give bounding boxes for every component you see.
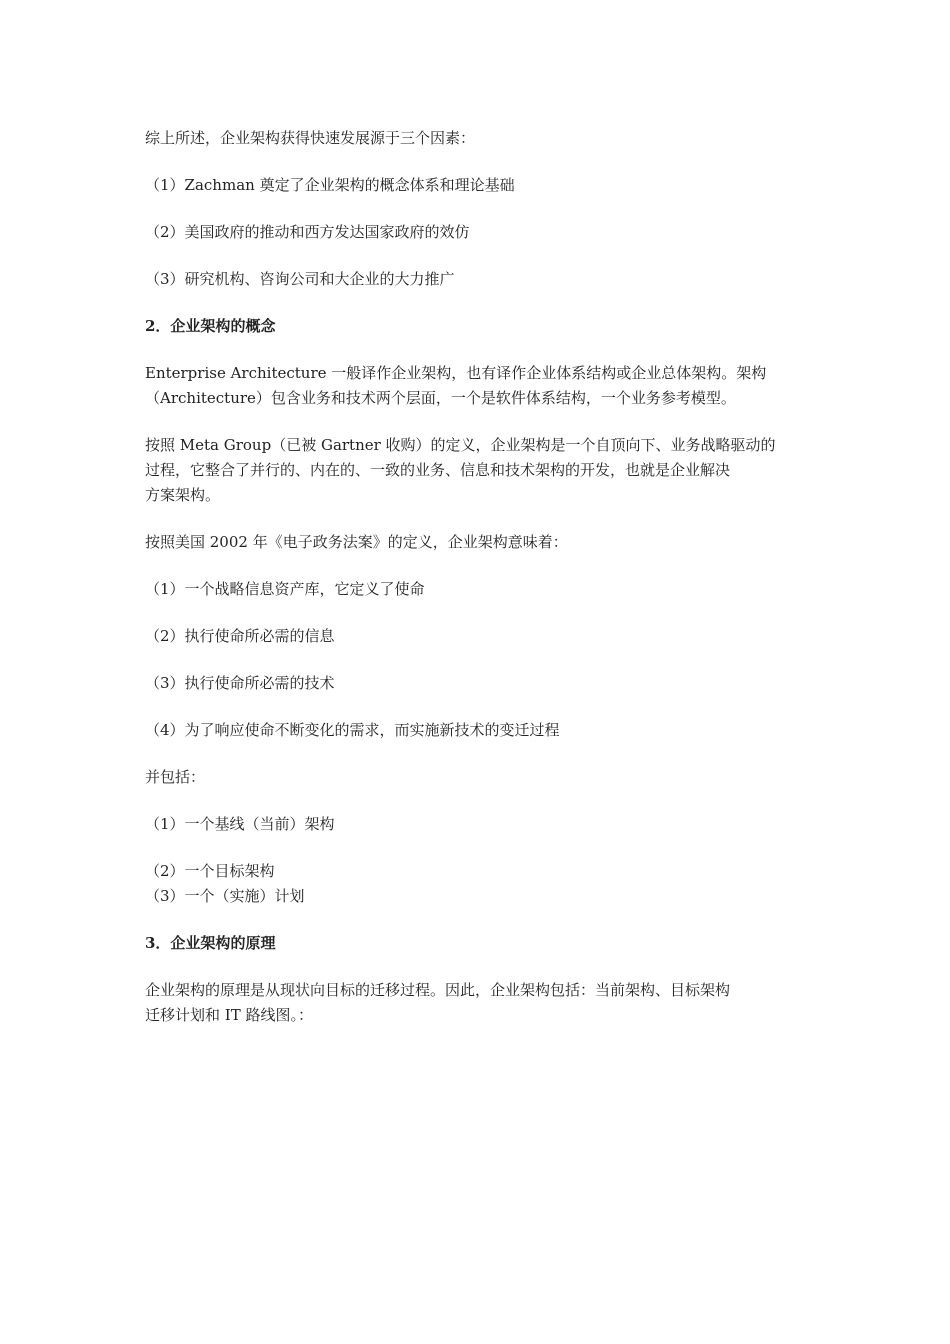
section-2-paragraph-1 xyxy=(145,361,810,411)
meaning-item-1: （1）一个战略信息资产库，它定义了使命 xyxy=(145,580,425,598)
text-line: 按照 Meta Group（已被 Gartner 收购）的定义，企业架构是一个自顶向下、业务战略驱动的 xyxy=(145,436,776,454)
section-2-paragraph-3: 按照美国 2002 年《电子政务法案》的定义，企业架构意味着： xyxy=(145,533,568,551)
text-line: 方案架构。 xyxy=(145,486,221,504)
factor-item-2: （2）美国政府的推动和西方发达国家政府的效仿 xyxy=(145,223,470,241)
text-line: 过程，它整合了并行的、内在的、一致的业务、信息和技术架构的开发，也就是企业解决 xyxy=(145,461,731,479)
document-page xyxy=(145,126,810,1050)
includes-item-2: （2）一个目标架构 xyxy=(145,862,275,880)
includes-item-1: （1）一个基线（当前）架构 xyxy=(145,815,335,833)
text-line: 企业架构的原理是从现状向目标的迁移过程。因此，企业架构包括：当前架构、目标架构 xyxy=(145,981,731,999)
section-3-paragraph xyxy=(145,978,810,1028)
factor-item-1: （1）Zachman 奠定了企业架构的概念体系和理论基础 xyxy=(145,176,515,194)
section-2-paragraph-2 xyxy=(145,433,810,508)
includes-item-3: （3）一个（实施）计划 xyxy=(145,887,305,905)
section-2-heading: 2．企业架构的概念 xyxy=(145,317,276,335)
section-3-heading: 3．企业架构的原理 xyxy=(145,934,276,952)
meaning-item-4: （4）为了响应使命不断变化的需求，而实施新技术的变迁过程 xyxy=(145,721,560,739)
text-line: （Architecture）包含业务和技术两个层面，一个是软件体系结构，一个业务参考模型。 xyxy=(145,389,736,407)
intro-paragraph: 综上所述，企业架构获得快速发展源于三个因素： xyxy=(145,129,476,147)
text-line: 迁移计划和 IT 路线图。： xyxy=(145,1006,313,1024)
text-line: Enterprise Architecture 一般译作企业架构，也有译作企业体系结构或企业总体架构。架构 xyxy=(145,364,767,382)
meaning-item-3: （3）执行使命所必需的技术 xyxy=(145,674,335,692)
factor-item-3: （3）研究机构、咨询公司和大企业的大力推广 xyxy=(145,270,455,288)
includes-label: 并包括： xyxy=(145,768,206,786)
meaning-item-2: （2）执行使命所必需的信息 xyxy=(145,627,335,645)
